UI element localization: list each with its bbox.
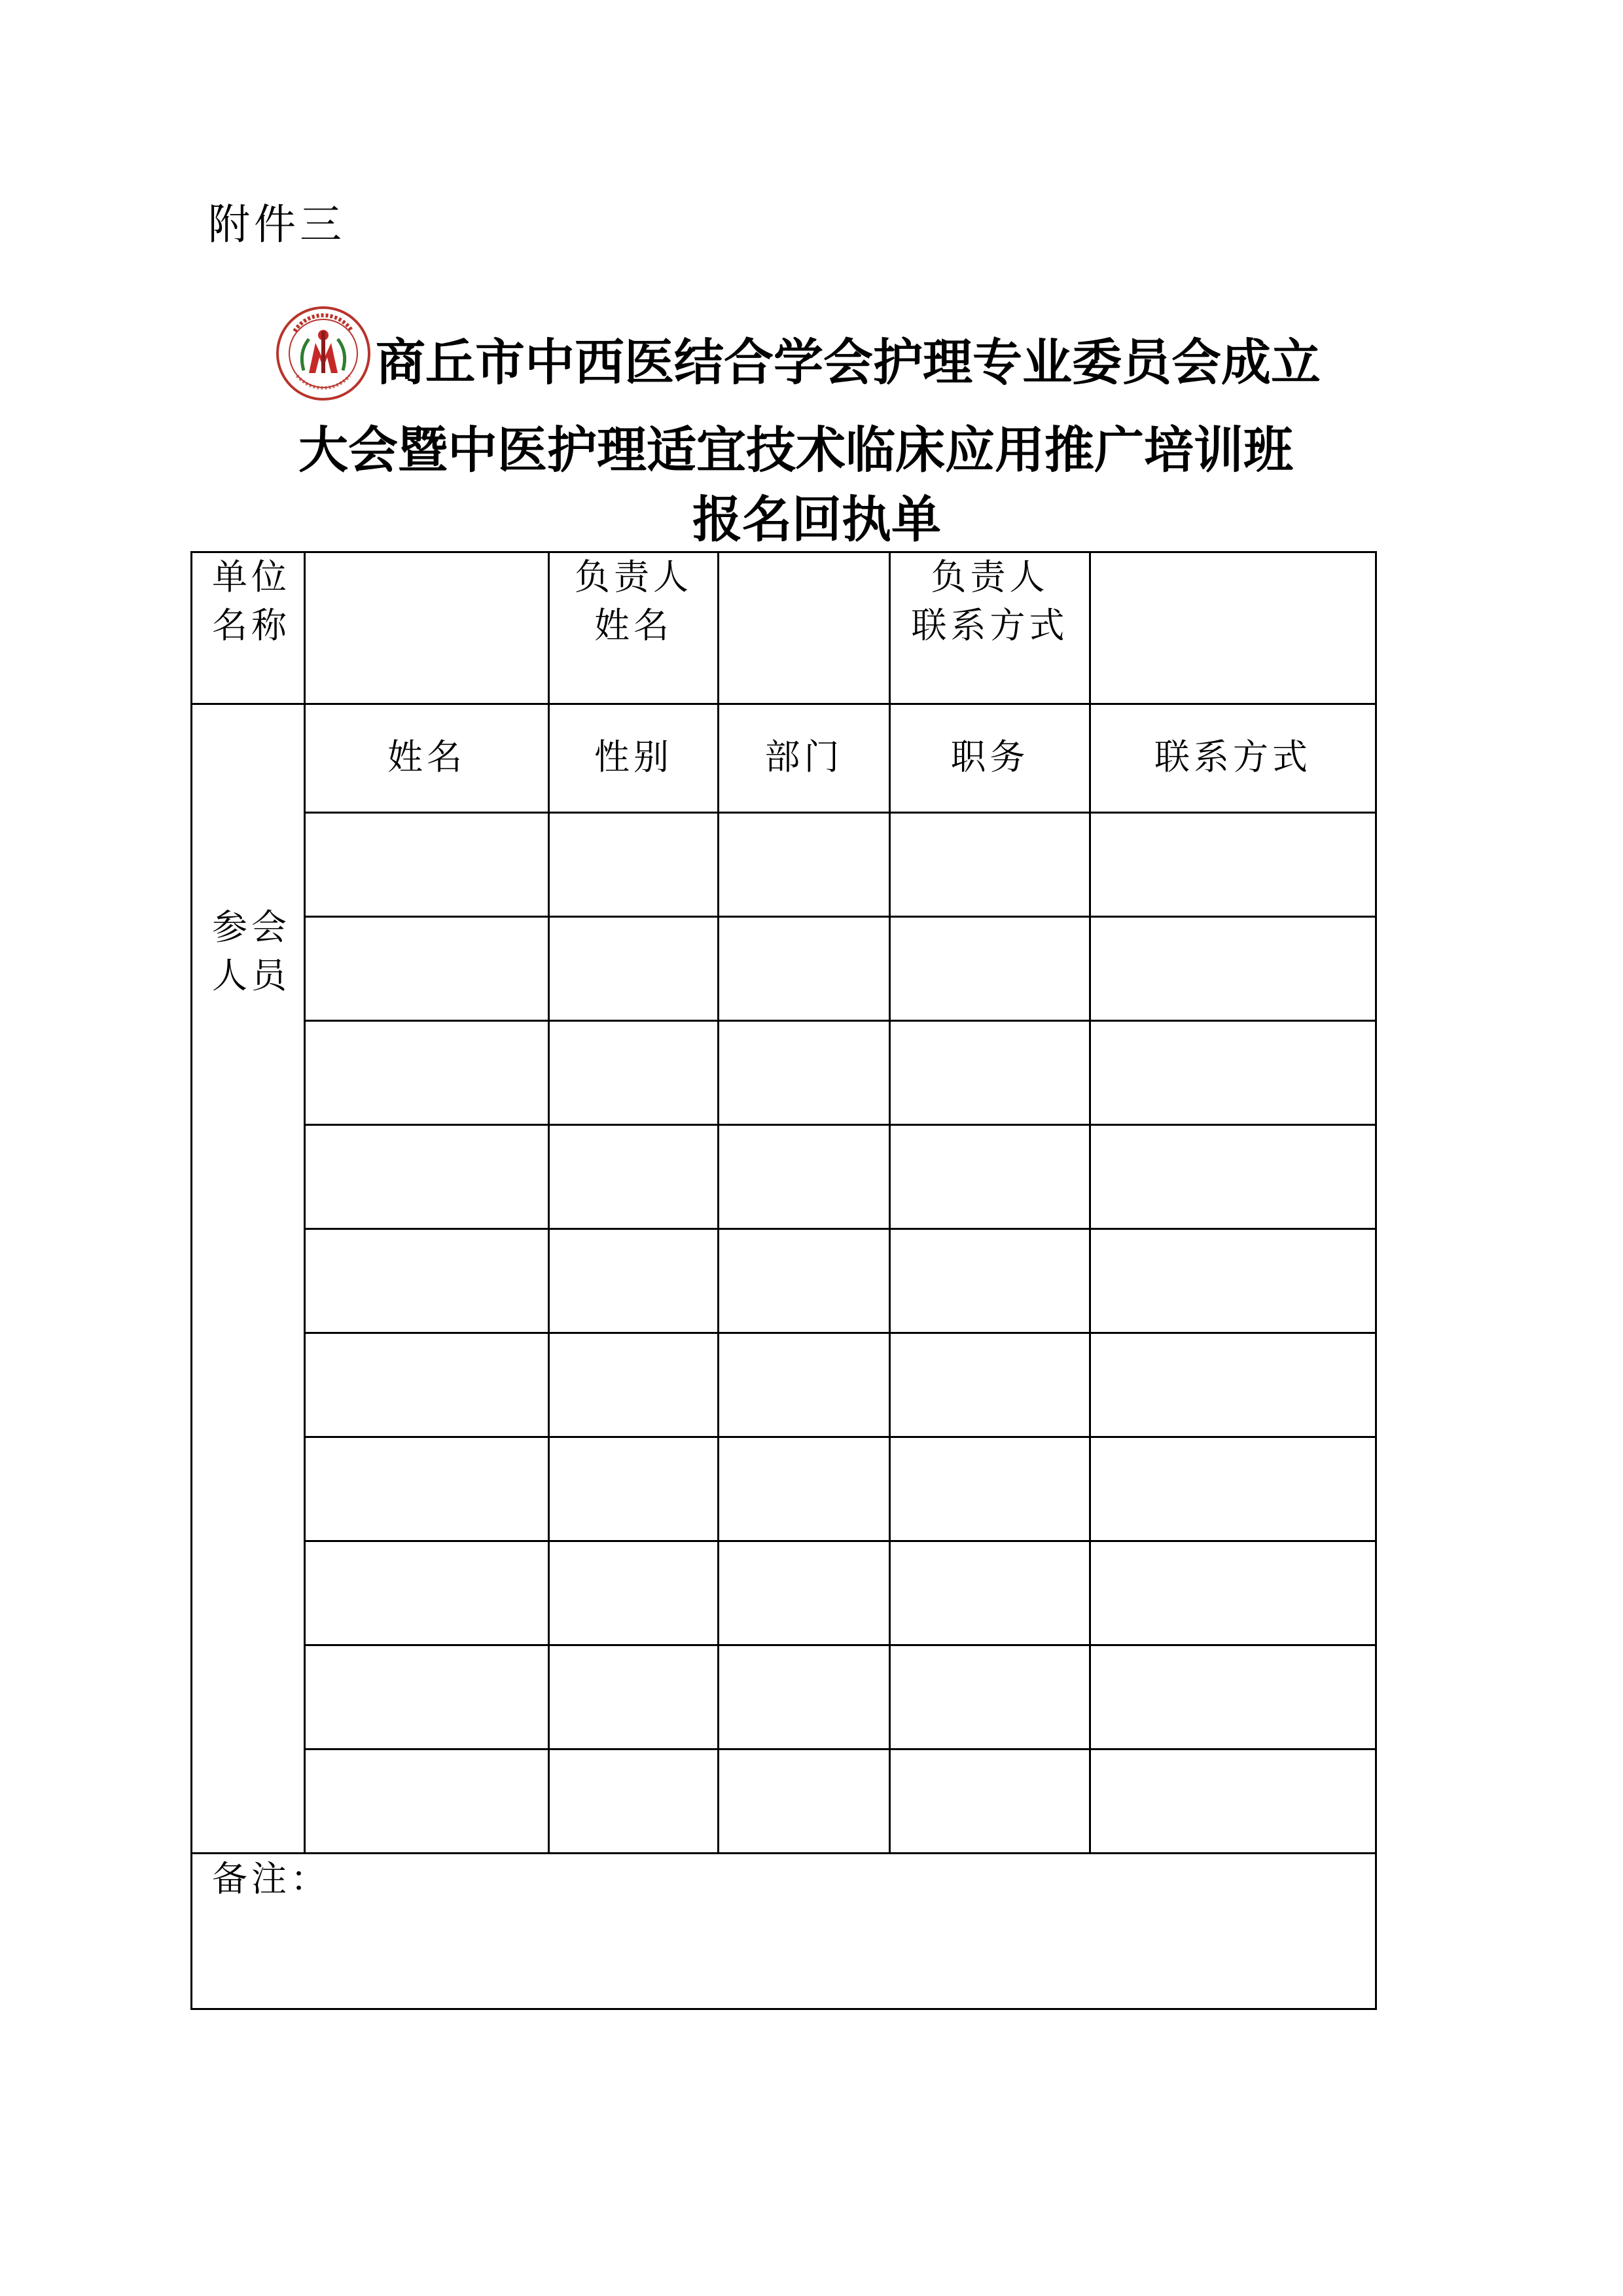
column-header-gender: 性别: [594, 736, 673, 778]
table-border-left: [190, 551, 192, 2010]
row-divider: [304, 1228, 1377, 1230]
column-header-position: 职务: [950, 736, 1029, 778]
row-divider: [304, 812, 1377, 814]
row-divider: [304, 1748, 1377, 1750]
attachment-label: 附件三: [208, 201, 346, 249]
column-header-name: 姓名: [387, 736, 466, 778]
leader-contact-field[interactable]: [1091, 553, 1375, 703]
leader-name-label: 负责人 姓名: [575, 556, 692, 646]
row-divider: [304, 1436, 1377, 1438]
unit-name-field[interactable]: [306, 553, 548, 703]
row-divider: [304, 1124, 1377, 1126]
table-border-right: [1375, 551, 1377, 2010]
row-divider: [304, 1540, 1377, 1542]
column-header-department: 部门: [764, 736, 844, 778]
attendees-label: 参会 人员: [212, 906, 291, 996]
title-line-1: 商丘市中西医结合学会护理专业委员会成立: [376, 333, 1321, 391]
title-line-2: 大会暨中医护理适宜技术临床应用推广培训班: [298, 421, 1293, 479]
table-border-bottom: [190, 2008, 1377, 2010]
row-divider: [304, 916, 1377, 918]
row-divider: [304, 1644, 1377, 1646]
unit-name-label: 单位 名称: [212, 556, 291, 646]
row-divider: [304, 1020, 1377, 1022]
column-header-contact: 联系方式: [1154, 736, 1311, 778]
row-divider: [304, 1332, 1377, 1334]
remarks-label: 备注：: [212, 1858, 330, 1899]
leader-contact-label: 负责人 联系方式: [911, 556, 1069, 646]
row-divider: [190, 1852, 1377, 1854]
leader-name-field[interactable]: [719, 553, 889, 703]
title-line-3: 报名回执单: [692, 490, 941, 548]
association-seal-icon: [275, 305, 372, 402]
row-divider: [190, 703, 1377, 705]
